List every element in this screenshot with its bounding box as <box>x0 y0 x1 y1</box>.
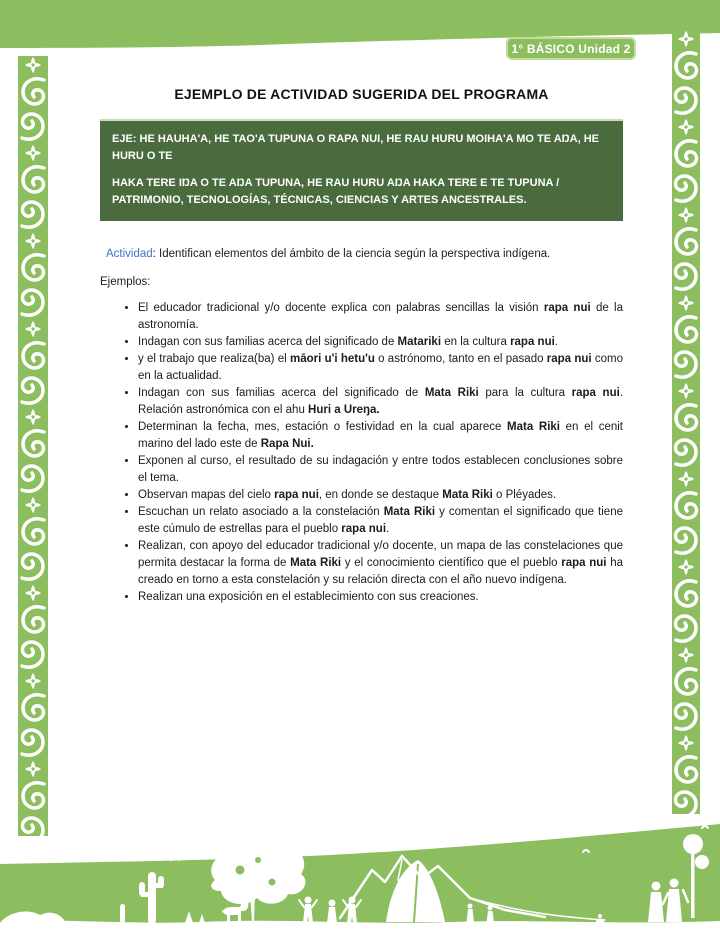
activity-line <box>100 248 623 260</box>
eje-paragraph-2: HAKA TERE IŊA O TE AŊA TUPUNA, HE RAU HURU AŊA HAKA TERE E TE TUPUNA / PATRIMONIO, TECNOLOGÍAS, TÉCNICAS, CIENCIAS Y ARTES ANCESTRALES. <box>112 177 560 207</box>
text-segment: para la cultura <box>478 386 572 399</box>
text-segment: Realizan, con apoyo del educador tradicional y/o docente, un mapa de las constelaciones que permita destacar la forma de <box>138 539 623 569</box>
text-segment: Escuchan un relato asociado a la constelación <box>138 505 384 518</box>
bold-term: Matariki <box>397 335 442 348</box>
text-segment: . Relación astronómica con el ahu <box>138 386 624 416</box>
koru-pattern-icon <box>672 30 700 814</box>
bold-term: Mata Riki <box>507 420 560 433</box>
example-bullet <box>138 487 623 504</box>
examples-list <box>100 300 623 606</box>
text-segment: El educador tradicional y/o docente explica con palabras sencillas la visión <box>138 301 544 314</box>
example-bullet <box>138 300 623 334</box>
text-segment: Realizan una exposición en el establecimiento con sus creaciones. <box>138 590 479 603</box>
koru-pattern-icon <box>18 56 48 836</box>
text-segment: Exponen al curso, el resultado de su indagación y entre todos establecen conclusiones sobre el tema. <box>138 454 623 484</box>
example-bullet <box>138 538 623 589</box>
example-bullet <box>138 351 623 385</box>
unit-badge-label: 1° BÁSICO Unidad 2 <box>511 41 631 56</box>
example-bullet <box>138 385 623 419</box>
footer-landscape <box>0 820 720 932</box>
text-segment: ha creado en torno a esta constelación y su relación directa con el año nuevo indígena. <box>138 556 623 586</box>
text-segment: . <box>386 522 390 535</box>
bold-term: Mata Riki <box>383 505 436 518</box>
bold-term: Huri a Ureŋa. <box>308 403 380 416</box>
text-segment: o astrónomo, tanto en el pasado <box>374 352 547 365</box>
text-segment: y el trabajo que realiza(ba) el <box>138 352 290 365</box>
example-bullet <box>138 589 623 606</box>
bold-term: Rapa Nui. <box>260 437 314 450</box>
text-segment: Indagan con sus familias acerca del significado de <box>138 386 425 399</box>
bold-term: rapa nui <box>341 522 387 535</box>
example-bullet <box>138 504 623 538</box>
eje-box <box>100 119 623 221</box>
bold-term: rapa nui <box>510 335 555 348</box>
document-content <box>100 0 623 606</box>
text-segment: Observan mapas del cielo <box>138 488 275 501</box>
bold-term: māori u'i hetu'u <box>290 352 375 365</box>
text-segment: Determinan la fecha, mes, estación o festividad en la cual aparece <box>138 420 508 433</box>
example-bullet <box>138 334 623 351</box>
bold-term: rapa nui <box>543 301 591 314</box>
koru-border-right <box>672 30 700 814</box>
page-title: EJEMPLO DE ACTIVIDAD SUGERIDA DEL PROGRAMA <box>174 86 549 102</box>
activity-text: : Identifican elementos del ámbito de la ciencia según la perspectiva indígena. <box>152 248 551 261</box>
bold-term: Mata Riki <box>424 386 479 399</box>
eje-paragraph-1: EJE: HE HAUHA'A, HE TAO'A TUPUNA O RAPA NUI, HE RAU HURU MOIHA'A MO TE AŊA, HE HURU O TE <box>112 133 599 163</box>
example-bullet <box>138 453 623 487</box>
text-segment: y comentan el significado que tiene este cúmulo de estrellas para el pueblo <box>138 505 623 535</box>
bold-term: rapa nui <box>561 556 607 569</box>
text-segment: en la cultura <box>441 335 511 348</box>
text-segment: , en donde se destaque <box>318 488 443 501</box>
bold-term: Mata Riki <box>442 488 493 501</box>
example-bullet <box>138 419 623 453</box>
text-segment: como en la actualidad. <box>138 352 624 382</box>
text-segment: Indagan con sus familias acerca del significado de <box>138 335 398 348</box>
bold-term: rapa nui <box>274 488 319 501</box>
text-segment: . <box>554 335 558 348</box>
text-segment: o Pléyades. <box>492 488 557 501</box>
text-segment: y el conocimiento científico que el pueblo <box>341 556 562 569</box>
landscape-silhouette-icon <box>0 820 720 932</box>
text-segment: en el cenit marino del lado este de <box>138 420 623 450</box>
bold-term: Mata Riki <box>290 556 342 569</box>
text-segment: de la astronomía. <box>138 301 623 331</box>
activity-label: Actividad <box>106 248 153 261</box>
bold-term: rapa nui <box>571 386 620 399</box>
examples-heading: Ejemplos: <box>100 276 151 289</box>
koru-border-left <box>18 56 48 836</box>
bold-term: rapa nui <box>546 352 592 365</box>
